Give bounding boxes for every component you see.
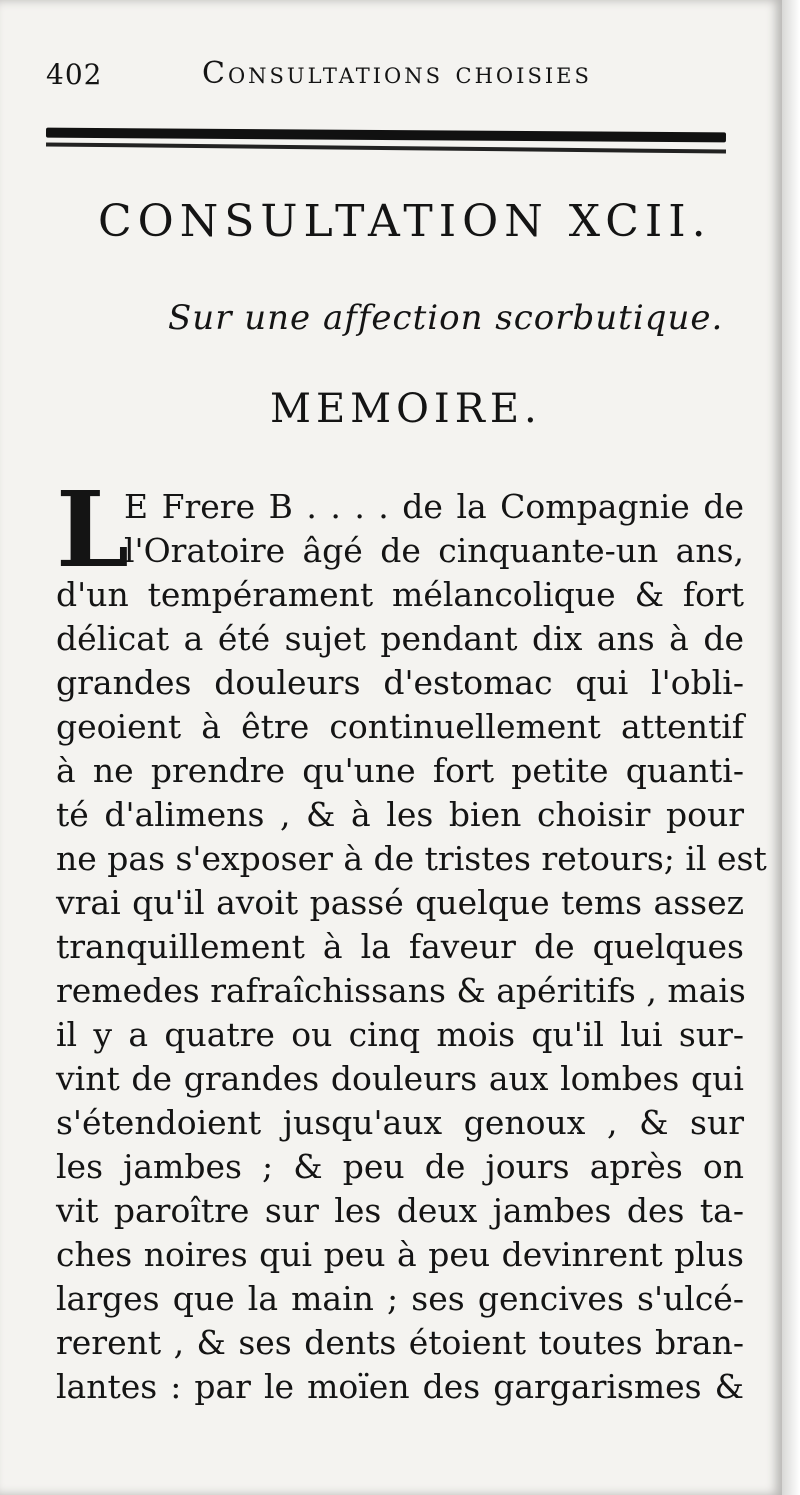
section-heading: MEMOIRE. [270,386,542,432]
text-line: à ne prendre qu'une fort petite quanti- [56,751,744,790]
text-line: E Frere B . . . . de la Compagnie de [124,487,744,526]
text-line: rerent , & ses dents étoient toutes bran- [56,1323,744,1362]
drop-cap: L [56,468,130,591]
page-number: 402 [46,58,103,91]
header-rule-thin [46,142,726,153]
text-line: lantes : par le moïen des gargarismes & [56,1367,744,1406]
text-line: geoient à être continuellement attentif [56,707,744,746]
text-line: vit paroître sur les deux jambes des ta- [56,1191,744,1230]
consultation-subtitle: Sur une affection scorbutique. [168,298,724,338]
text-line: vint de grandes douleurs aux lombes qui [56,1059,744,1098]
header-rule [46,130,726,154]
text-line: l'Oratoire âgé de cinquante-un ans, [124,531,744,570]
text-line: remedes rafraîchissans & apéritifs , mais [56,971,746,1010]
consultation-title: CONSULTATION XCII. [98,196,712,247]
text-line: té d'alimens , & à les bien choisir pour [56,795,744,834]
page-edge [782,0,800,1495]
running-head: Consultations choisies [202,56,592,91]
header-rule-thick [46,128,726,143]
text-line: d'un tempérament mélancolique & fort [56,575,744,614]
text-line: ches noires qui peu à peu devinrent plus [56,1235,744,1274]
text-line: larges que la main ; ses gencives s'ulcé- [56,1279,744,1318]
text-line: il y a quatre ou cinq mois qu'il lui sur- [56,1015,744,1054]
text-line: délicat a été sujet pendant dix ans à de [56,619,744,658]
text-line: s'étendoient jusqu'aux genoux , & sur [56,1103,744,1142]
text-line: grandes douleurs d'estomac qui l'obli- [56,663,744,702]
text-line: vrai qu'il avoit passé quelque tems assez [56,883,744,922]
text-line: tranquillement à la faveur de quelques [56,927,744,966]
page-header [46,50,736,100]
text-line: ne pas s'exposer à de tristes retours; il est [56,839,767,878]
text-line: les jambes ; & peu de jours après on [56,1147,744,1186]
